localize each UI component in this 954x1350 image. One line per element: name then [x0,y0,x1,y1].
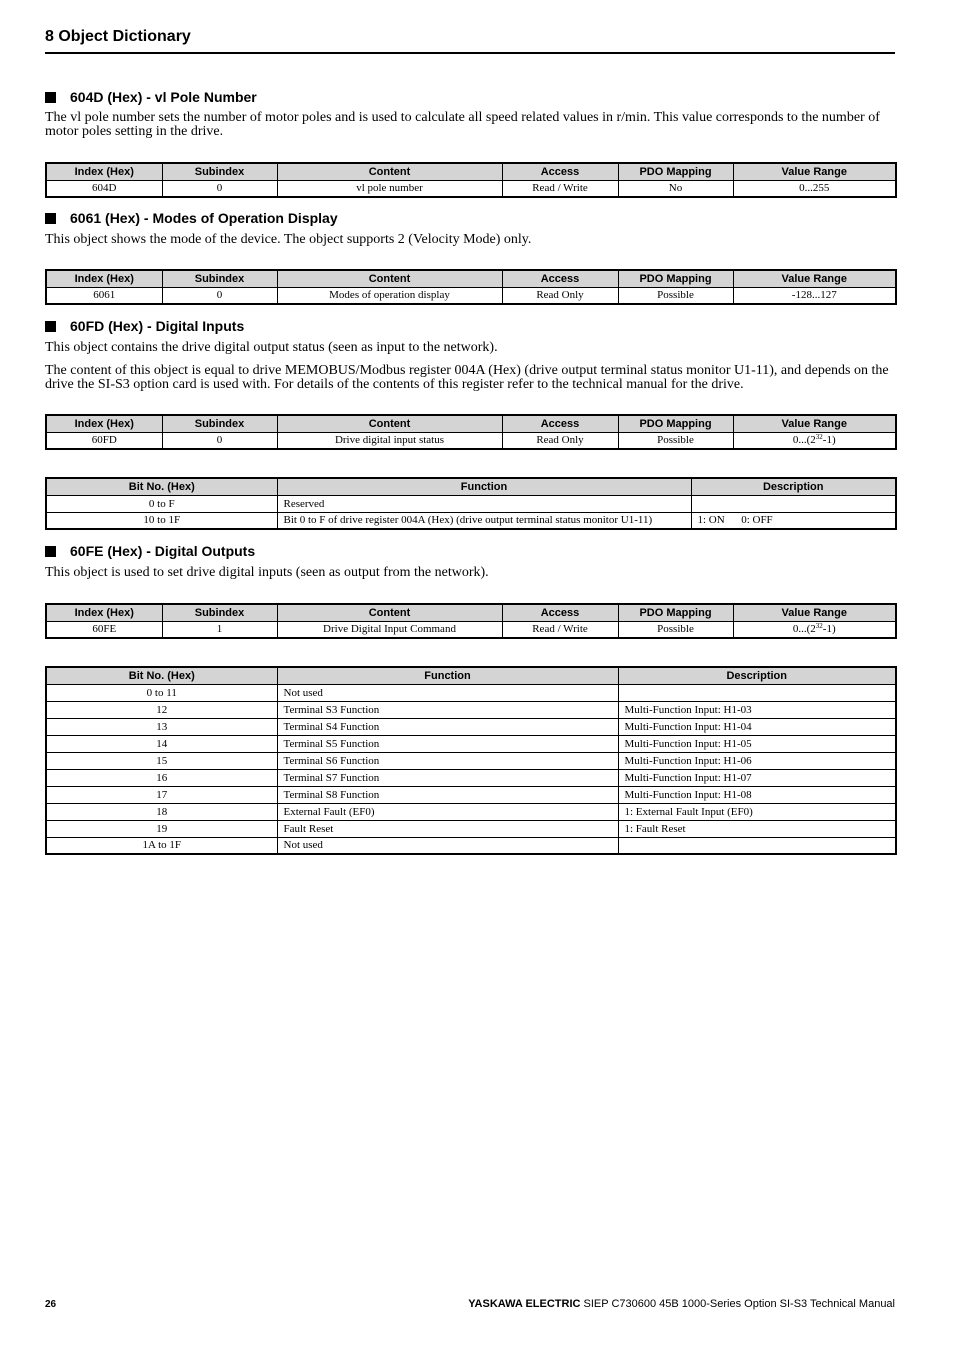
cell-range: 0...255 [733,180,896,197]
cell-index: 60FD [46,432,162,449]
cell-bit: 0 to 11 [46,684,277,701]
col-header-content: Content [277,163,502,180]
col-header-index: Index (Hex) [46,415,162,432]
col-header-pdo: PDO Mapping [618,163,733,180]
table-row [46,432,896,449]
cell-index: 604D [46,180,162,197]
table-header-row [46,604,896,621]
object-table [45,603,897,639]
cell-function: Reserved [277,495,691,512]
col-header-subindex: Subindex [162,163,277,180]
table-row [46,512,896,529]
cell-index: 60FE [46,621,162,638]
col-header-access: Access [502,163,618,180]
cell-range: $0...(2^{32}-1)$ [733,621,896,638]
cell-access: Read Only [502,287,618,304]
cell-description [618,837,896,854]
col-header-pdo: PDO Mapping [618,270,733,287]
table-row [46,701,896,718]
cell-bit: 14 [46,735,277,752]
col-header-bit: Bit No. (Hex) [46,478,277,495]
table-header-row [46,270,896,287]
object-table [45,269,897,305]
section-paragraph: This object is used to set drive digital inputs (seen as output from the network). [45,565,489,580]
section-paragraph: The vl pole number sets the number of motor poles and is used to calculate all speed related values in r/min. This value corresponds to the number of motor poles setting in the drive. [45,110,880,139]
section-paragraph: The content of this object is equal to drive MEMOBUS/Modbus register 004A (Hex) (drive output terminal status monitor U1-11), and depends on the drive the SI-S3 option card is used with. For details of the contents of this register refer to the technical manual for the drive. [45,363,889,392]
col-header-range: Value Range [733,415,896,432]
cell-subindex: 0 [162,287,277,304]
footer-manual-title [468,1298,895,1310]
object-table [45,414,897,450]
section-title: 60FD (Hex) - Digital Inputs [45,317,895,335]
square-bullet-icon [45,321,56,332]
cell-bit: 0 to F [46,495,277,512]
col-header-range: Value Range [733,163,896,180]
col-header-content: Content [277,415,502,432]
cell-function: Not used [277,684,618,701]
brand-name: YASKAWA ELECTRIC [468,1298,581,1310]
cell-access: Read / Write [502,621,618,638]
col-header-bit: Bit No. (Hex) [46,667,277,684]
cell-bit: 13 [46,718,277,735]
col-header-description: Description [691,478,896,495]
manual-name: SIEP C730600 45B 1000-Series Option SI-S3 Technical Manual [580,1298,895,1310]
section-60fe [45,542,895,855]
section-title: 6061 (Hex) - Modes of Operation Display [45,209,895,227]
cell-access: Read / Write [502,180,618,197]
cell-bit: 12 [46,701,277,718]
cell-function: Terminal S4 Function [277,718,618,735]
cell-description: 1: ON 0: OFF [691,512,896,529]
cell-bit: 19 [46,820,277,837]
table-header-row [46,478,896,495]
cell-description: Multi-Function Input: H1-03 [618,701,896,718]
cell-content: Drive Digital Input Command [277,621,502,638]
bit-table [45,666,897,855]
cell-pdo: Possible [618,621,733,638]
cell-subindex: 1 [162,621,277,638]
cell-pdo: Possible [618,432,733,449]
col-header-function: Function [277,478,691,495]
cell-function: Terminal S8 Function [277,786,618,803]
cell-pdo: Possible [618,287,733,304]
cell-content: Drive digital input status [277,432,502,449]
table-row [46,621,896,638]
cell-range: -128...127 [733,287,896,304]
table-row [46,786,896,803]
cell-subindex: 0 [162,432,277,449]
col-header-function: Function [277,667,618,684]
cell-description: Multi-Function Input: H1-04 [618,718,896,735]
table-row [46,495,896,512]
cell-access: Read Only [502,432,618,449]
table-row [46,837,896,854]
col-header-index: Index (Hex) [46,270,162,287]
cell-pdo: No [618,180,733,197]
col-header-content: Content [277,270,502,287]
col-header-range: Value Range [733,604,896,621]
col-header-index: Index (Hex) [46,163,162,180]
col-header-pdo: PDO Mapping [618,604,733,621]
col-header-access: Access [502,415,618,432]
cell-description: Multi-Function Input: H1-07 [618,769,896,786]
cell-function: Fault Reset [277,820,618,837]
table-row [46,735,896,752]
cell-description: 1: External Fault Input (EF0) [618,803,896,820]
table-row [46,718,896,735]
cell-index: 6061 [46,287,162,304]
table-row [46,803,896,820]
section-60fd [45,317,895,530]
col-header-access: Access [502,270,618,287]
cell-function: Terminal S5 Function [277,735,618,752]
table-header-row [46,163,896,180]
cell-content: Modes of operation display [277,287,502,304]
table-header-row [46,667,896,684]
cell-bit: 10 to 1F [46,512,277,529]
section-title: 60FE (Hex) - Digital Outputs [45,542,895,560]
table-row [46,287,896,304]
table-row [46,820,896,837]
cell-description: Multi-Function Input: H1-08 [618,786,896,803]
bit-table [45,477,897,530]
cell-bit: 1A to 1F [46,837,277,854]
table-row [46,752,896,769]
cell-function: Bit 0 to F of drive register 004A (Hex) (drive output terminal status monitor U1-11) [277,512,691,529]
section-title: 604D (Hex) - vl Pole Number [45,88,895,106]
section-paragraph: This object shows the mode of the device. The object supports 2 (Velocity Mode) only. [45,232,532,247]
cell-bit: 16 [46,769,277,786]
table-row [46,180,896,197]
col-header-subindex: Subindex [162,270,277,287]
square-bullet-icon [45,546,56,557]
square-bullet-icon [45,213,56,224]
section-604d [45,88,895,198]
chapter-header: 8 Object Dictionary [45,28,895,54]
cell-description: Multi-Function Input: H1-05 [618,735,896,752]
cell-description [691,495,896,512]
section-6061 [45,209,895,305]
cell-range: $0...(2^{32}-1)$ [733,432,896,449]
col-header-index: Index (Hex) [46,604,162,621]
page-number: 26 [45,1299,57,1310]
cell-function: Terminal S7 Function [277,769,618,786]
table-row [46,684,896,701]
object-table [45,162,897,198]
cell-bit: 17 [46,786,277,803]
cell-function: External Fault (EF0) [277,803,618,820]
col-header-range: Value Range [733,270,896,287]
col-header-subindex: Subindex [162,415,277,432]
section-paragraph: This object contains the drive digital output status (seen as input to the network). [45,340,498,355]
cell-description: 1: Fault Reset [618,820,896,837]
cell-description [618,684,896,701]
cell-bit: 18 [46,803,277,820]
col-header-access: Access [502,604,618,621]
cell-function: Not used [277,837,618,854]
cell-description: Multi-Function Input: H1-06 [618,752,896,769]
col-header-subindex: Subindex [162,604,277,621]
square-bullet-icon [45,92,56,103]
col-header-content: Content [277,604,502,621]
cell-content: vl pole number [277,180,502,197]
cell-function: Terminal S6 Function [277,752,618,769]
cell-function: Terminal S3 Function [277,701,618,718]
cell-subindex: 0 [162,180,277,197]
col-header-pdo: PDO Mapping [618,415,733,432]
table-header-row [46,415,896,432]
cell-bit: 15 [46,752,277,769]
col-header-description: Description [618,667,896,684]
table-row [46,769,896,786]
